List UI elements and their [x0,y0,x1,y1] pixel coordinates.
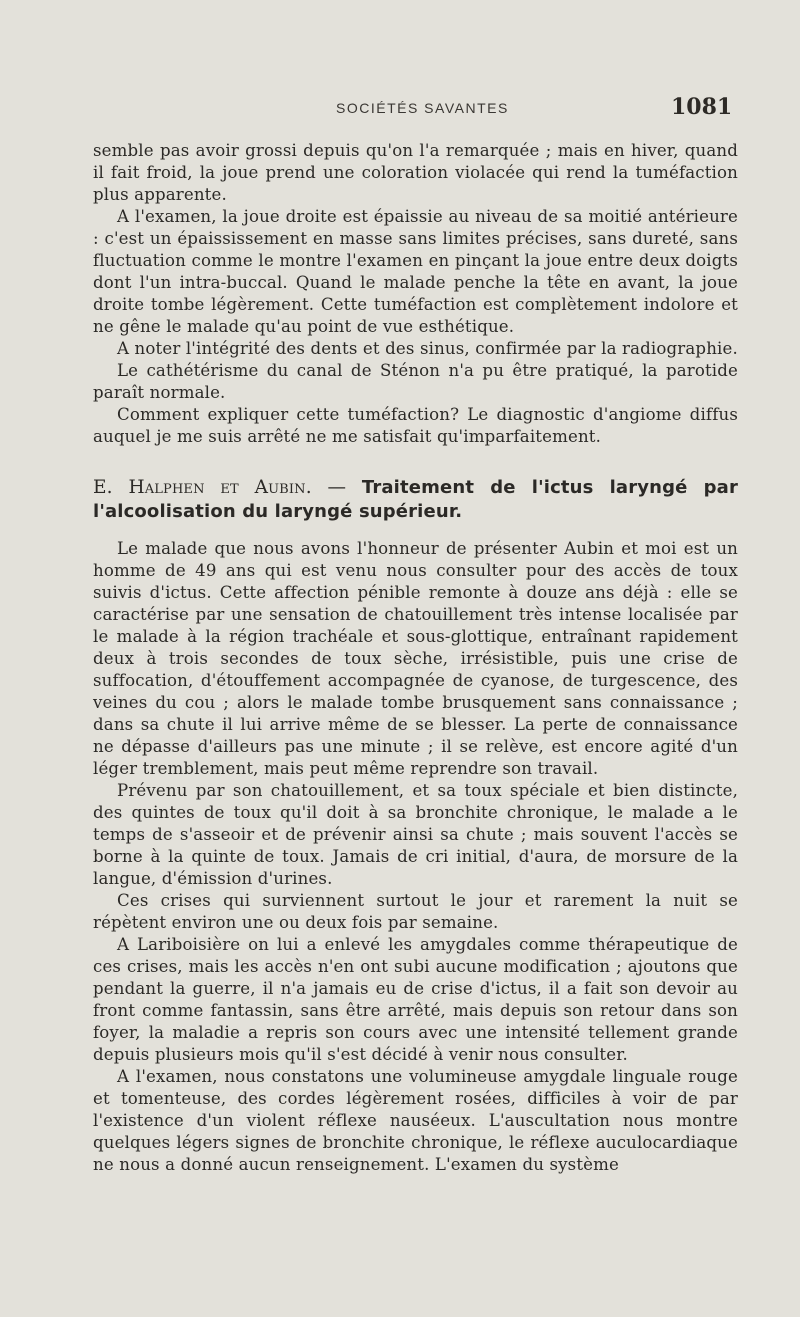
section-authors: E. Halphen et Aubin. [93,477,312,498]
running-head: SOCIÉTÉS SAVANTES [336,100,509,116]
page-number: 1081 [671,94,733,120]
body-text [93,140,738,1176]
paragraph: A Lariboisière on lui a enlevé les amygdales comme thérapeutique de ces crises, mais les accès n'en ont subi aucune modification ; ajoutons que pendant la guerre, il n'a jamais eu de crise d'ictus, il a fait son devoir au front comme fantassin, sans être arrêté, mais depuis son retour dans son foyer, la maladie a repris son cours avec une intensité tellement grande depuis plusieurs mois qu'il s'est décidé à venir nous consulter. [93,935,738,1064]
paragraph: A l'examen, nous constatons une volumineuse amygdale linguale rouge et tomenteuse, des cordes légèrement rosées, difficiles à voir de par l'existence d'un violent réflexe nauséeux. L'auscultation nous montre quelques légers signes de bronchite chronique, le réflexe auculocardiaque ne nous a donné aucun renseignement. L'examen du système [93,1067,738,1174]
section-title: Traitement de l'ictus laryngé par l'alcoolisation du laryngé supérieur. [93,477,738,522]
paragraph: Comment expliquer cette tuméfaction? Le diagnostic d'angiome diffus auquel je me suis arrêté ne me satisfait qu'imparfaitement. [93,405,738,446]
paragraph: A l'examen, la joue droite est épaissie au niveau de sa moitié antérieure : c'est un épaississement en masse sans limites précises, sans dureté, sans fluctuation comme le montre l'examen en pinçant la joue entre deux doigts dont l'un intra-buccal. Quand le malade penche la tête en avant, la joue droite tombe légèrement. Cette tuméfaction est complètement indolore et ne gêne le malade qu'au point de vue esthétique. [93,207,738,336]
paragraph-continued: semble pas avoir grossi depuis qu'on l'a remarquée ; mais en hiver, quand il fait froid, la joue prend une coloration violacée qui rend la tuméfaction plus apparente. [93,141,738,204]
paragraph: Ces crises qui surviennent surtout le jour et rarement la nuit se répètent environ une ou deux fois par semaine. [93,891,738,932]
paragraph: Le cathétérisme du canal de Sténon n'a pu être pratiqué, la parotide paraît normale. [93,361,738,402]
section-dash: — [311,477,362,498]
page-header [0,94,800,124]
section-heading [93,476,738,524]
paragraph: Prévenu par son chatouillement, et sa toux spéciale et bien distincte, des quintes de toux qu'il doit à sa bronchite chronique, le malade a le temps de s'asseoir et de prévenir ainsi sa chute ; mais souvent l'accès se borne à la quinte de toux. Jamais de cri initial, d'aura, de morsure de la langue, d'émission d'urines. [93,781,738,888]
paragraph: Le malade que nous avons l'honneur de présenter Aubin et moi est un homme de 49 ans qui est venu nous consulter pour des accès de toux suivis d'ictus. Cette affection pénible remonte à douze ans déjà : elle se caractérise par une sensation de chatouillement très intense localisée par le malade à la région trachéale et sous-glottique, entraînant rapidement deux à trois secondes de toux sèche, irrésistible, puis une crise de suffocation, d'étouffement accompagnée de cyanose, de turgescence, des veines du cou ; alors le malade tombe brusquement sans connaissance ; dans sa chute il lui arrive même de se blesser. La perte de connaissance ne dépasse d'ailleurs pas une minute ; il se relève, est encore agité d'un léger tremblement, mais peut même reprendre son travail. [93,539,738,778]
paragraph: A noter l'intégrité des dents et des sinus, confirmée par la radiographie. [117,339,738,358]
